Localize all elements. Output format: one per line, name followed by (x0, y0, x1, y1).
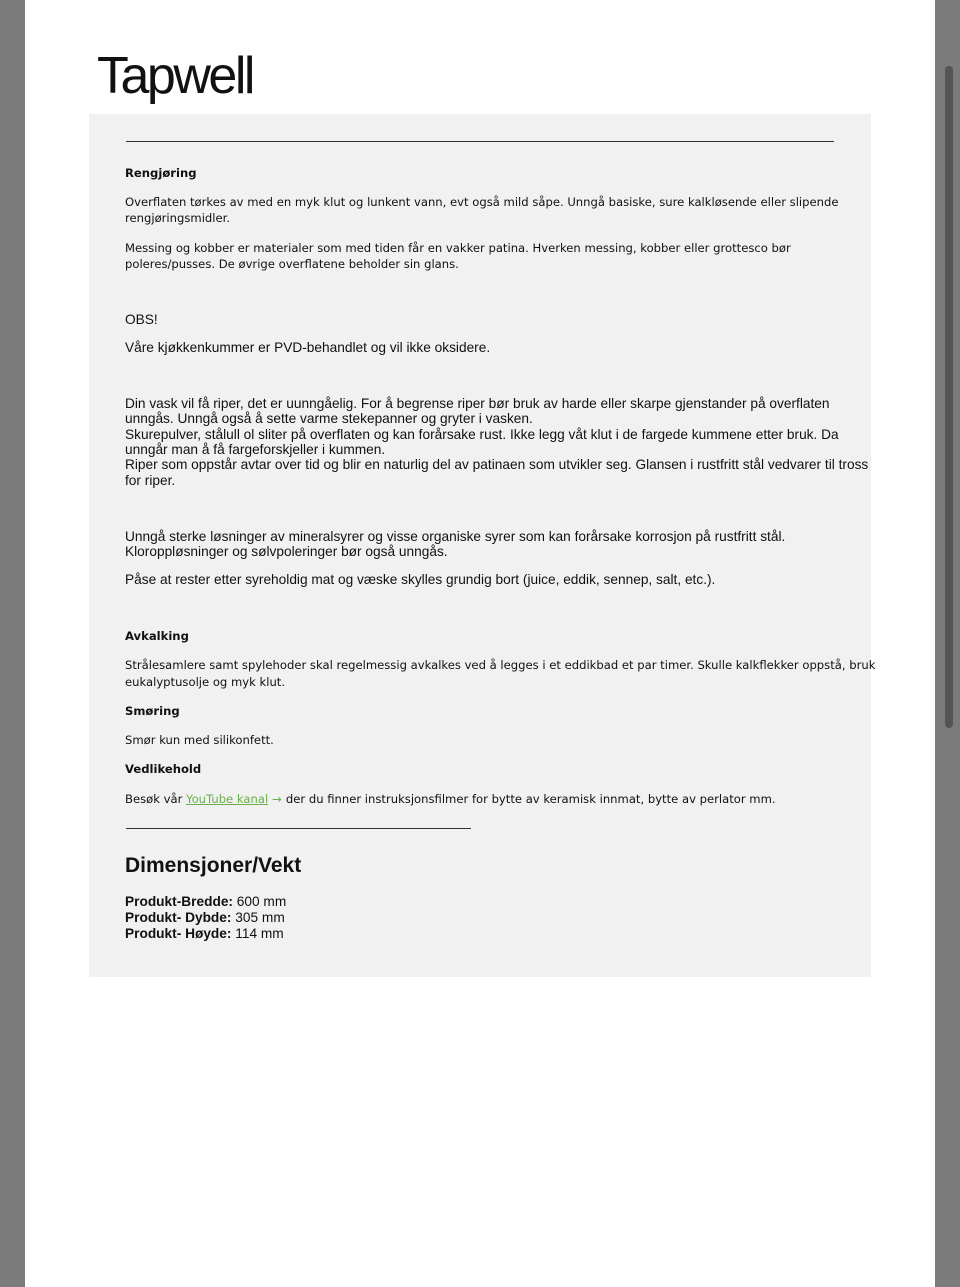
tapwell-logo: Tapwell (97, 47, 253, 105)
maintenance-heading: Vedlikehold (125, 762, 202, 776)
sink-text-line: unngår man å få fargeforskjeller i kummen. (125, 442, 386, 457)
youtube-channel-link[interactable]: YouTube kanal (186, 792, 269, 806)
patina-text-line: poleres/pusses. De øvrige overflatene beholder sin glans. (125, 257, 459, 271)
sink-text-line: Din vask vil få riper, det er uunngåelig. For å begrense riper bør bruk av harde eller skarpe gjenstander på overflaten (125, 396, 830, 411)
spec-label: Produkt- Høyde: (125, 926, 232, 941)
maintenance-text (125, 791, 776, 807)
top-divider (126, 141, 834, 142)
acid-text-line: Unngå sterke løsninger av mineralsyrer og visse organiske syrer som kan forårsake korrosjon på rustfritt stål. (125, 529, 786, 544)
spec-label: Produkt-Bredde: (125, 894, 233, 909)
spec-value: 114 mm (235, 926, 284, 941)
cleaning-text-line: Overflaten tørkes av med en myk klut og lunkent vann, evt også mild såpe. Unngå basiske, sure kalkløsende eller slipende (125, 195, 839, 209)
cleaning-heading: Rengjøring (125, 166, 197, 180)
descaling-text-line: eukalyptusolje og myk klut. (125, 675, 286, 689)
patina-text-line: Messing og kobber er materialer som med tiden får en vakker patina. Hverken messing, kobber eller grottesco bør (125, 241, 791, 255)
lubrication-heading: Smøring (125, 704, 180, 718)
spec-value: 600 mm (236, 894, 287, 909)
sink-text-line: Skurepulver, stålull ol sliter på overflaten og kan forårsake rust. Ikke legg våt klut i de fargede kummene etter bruk. Da (125, 427, 839, 442)
arrow-right-icon[interactable]: → (272, 792, 282, 806)
dimensions-heading: Dimensjoner/Vekt (125, 854, 302, 877)
rinse-text: Påse at rester etter syreholdig mat og væske skylles grundig bort (juice, eddik, sennep, salt, etc.). (125, 572, 716, 587)
spec-width (125, 894, 286, 910)
sink-text-line: Riper som oppstår avtar over tid og blir en naturlig del av patinaen som utvikler seg. Glansen i rustfritt stål vedvarer til tross (125, 457, 869, 472)
section-divider (126, 828, 471, 829)
obs-label: OBS! (125, 312, 158, 327)
maintenance-suffix: der du finner instruksjonsfilmer for bytte av keramisk innmat, bytte av perlator mm. (285, 792, 776, 806)
descaling-heading: Avkalking (125, 629, 189, 643)
cleaning-text-line: rengjøringsmidler. (125, 211, 231, 225)
spec-depth (125, 910, 285, 926)
obs-text: Våre kjøkkenkummer er PVD-behandlet og vil ikke oksidere. (125, 340, 491, 355)
vertical-scrollbar[interactable] (945, 66, 953, 728)
lubrication-text: Smør kun med silikonfett. (125, 733, 274, 747)
maintenance-prefix: Besøk vår (125, 792, 187, 806)
spec-label: Produkt- Dybde: (125, 910, 232, 925)
sink-text-line: for riper. (125, 473, 176, 488)
spec-height (125, 926, 284, 942)
acid-text-line: Kloroppløsninger og sølvpoleringer bør også unngås. (125, 544, 448, 559)
descaling-text-line: Strålesamlere samt spylehoder skal regelmessig avkalkes ved å legges i et eddikbad et par timer. Skulle kalkflekker oppstå, bruk (125, 658, 876, 672)
spec-value: 305 mm (235, 910, 285, 925)
sink-text-line: unngås. Unngå også å sette varme stekepanner og gryter i vasken. (125, 411, 533, 426)
